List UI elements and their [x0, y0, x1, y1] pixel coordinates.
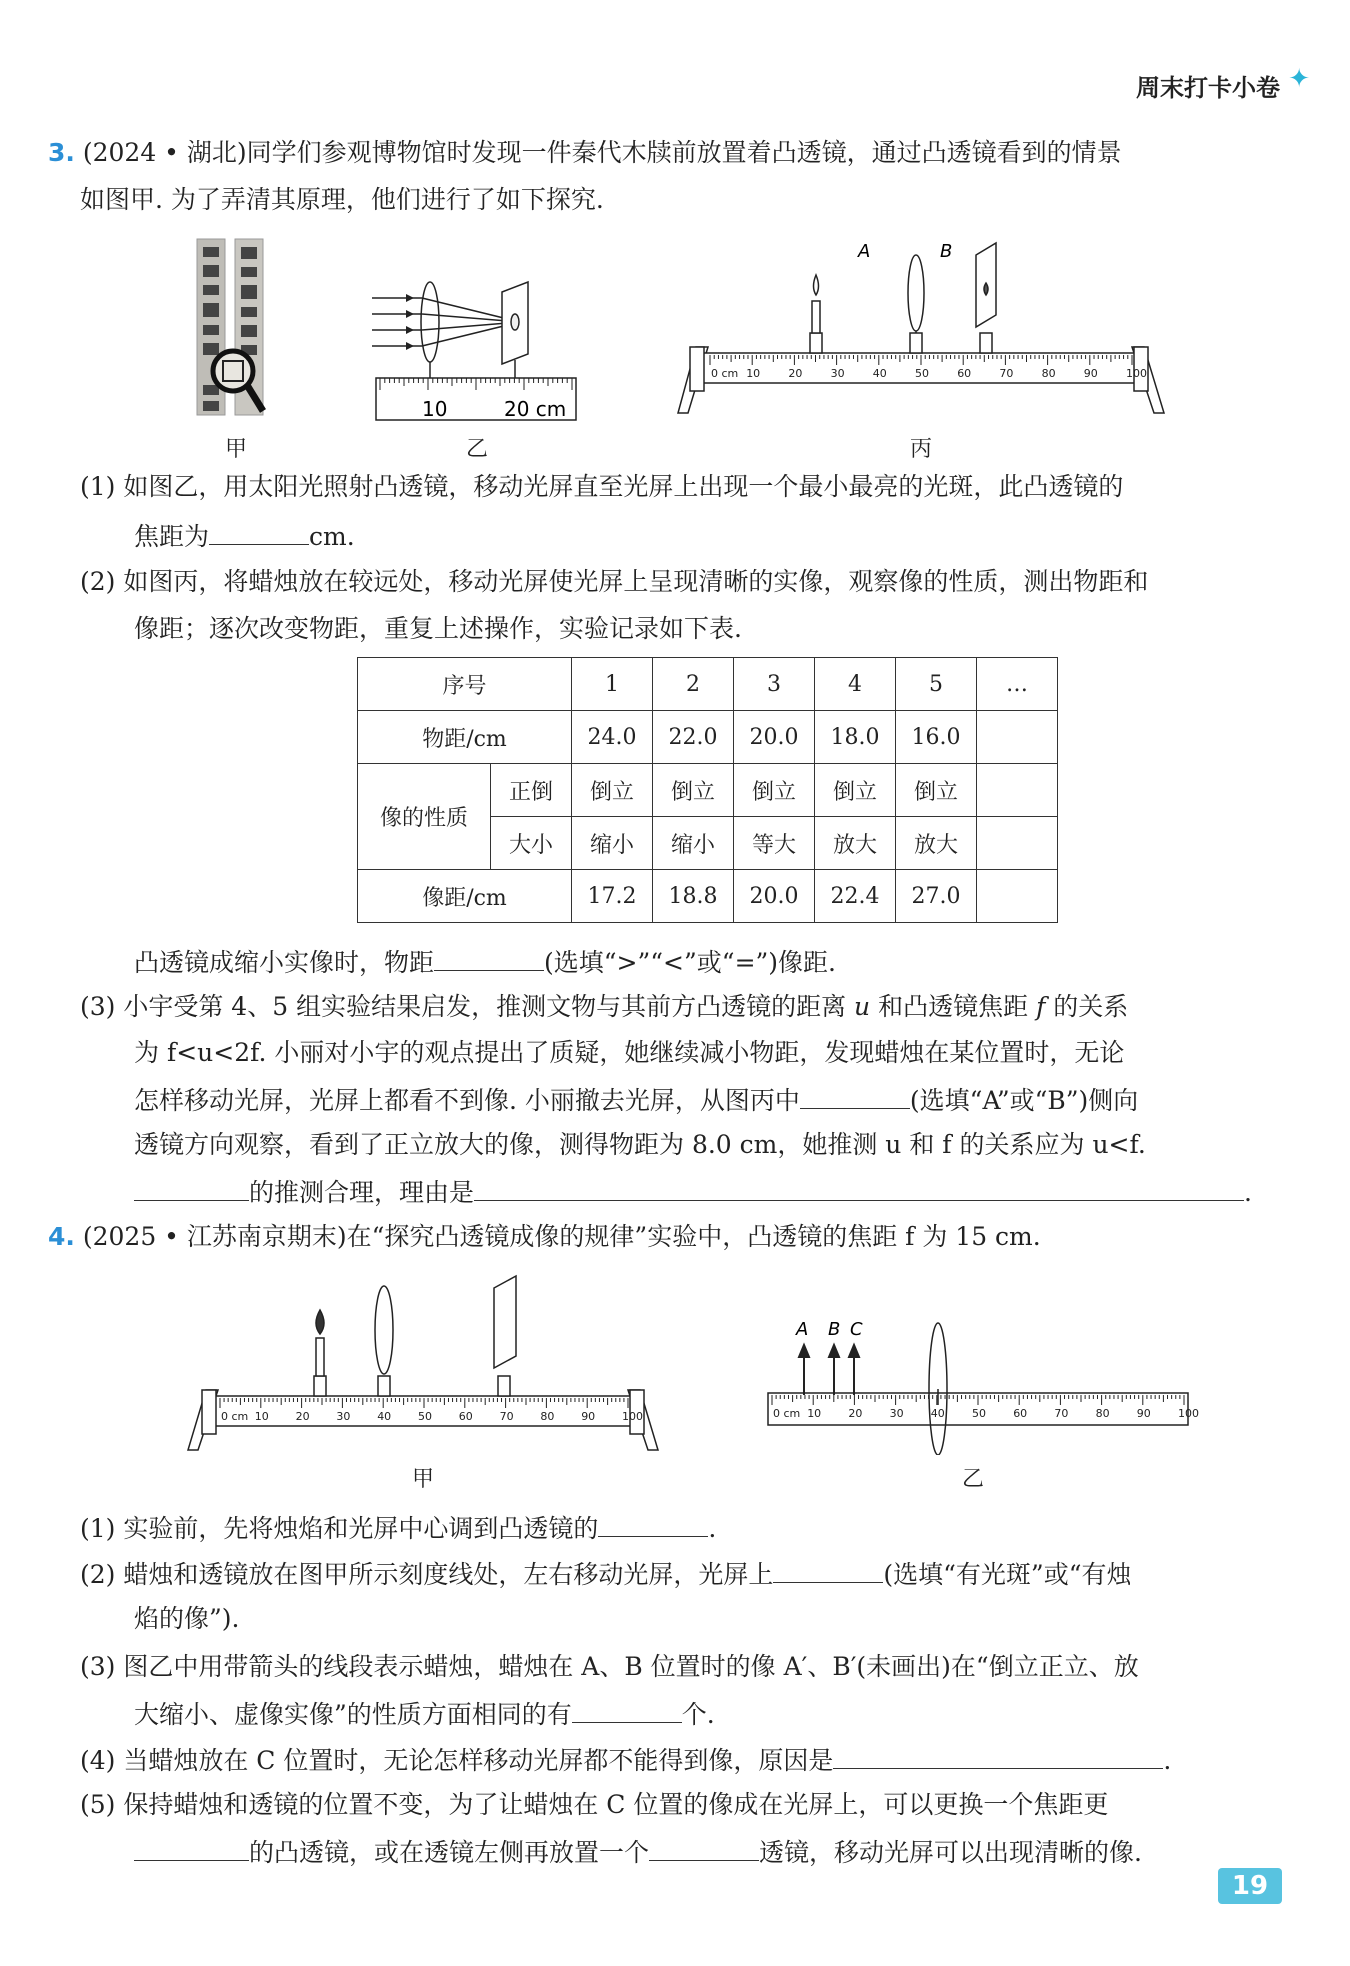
- q3-intro-line1: [48, 136, 1122, 170]
- table-row: [358, 870, 1058, 923]
- table-cell: 18.0: [815, 711, 896, 764]
- table-header-cell: 像的性质: [358, 764, 491, 870]
- q3-fig-jia-caption: 甲: [225, 437, 248, 462]
- q3-part3-line4: 透镜方向观察，看到了正立放大的像，测得物距为 8.0 cm，她推测 u 和 f 的关系应为 u<f.: [134, 1130, 1146, 1159]
- q3-part3-u: u: [854, 992, 871, 1021]
- q3-part1-suffix: cm.: [309, 522, 355, 551]
- ruler-label: 30: [336, 1410, 351, 1423]
- q4-stem: (2025 • 江苏南京期末)在“探究凸透镜成像的规律”实验中，凸透镜的焦距 f 为 15 cm.: [82, 1222, 1041, 1251]
- q3-fig-bing-label-b: B: [940, 241, 953, 262]
- q4-part1: [80, 1510, 716, 1546]
- ruler-label: 0 cm: [711, 367, 739, 380]
- q4-lens-type-blank[interactable]: [649, 1834, 759, 1861]
- q3-stem-1: (2024 • 湖北)同学们参观博物馆时发现一件秦代木牍前放置着凸透镜，通过凸透镜看到的情景: [82, 138, 1122, 167]
- q4-height-blank[interactable]: [598, 1510, 708, 1537]
- q3-part3-line3: [134, 1082, 1138, 1118]
- q4-fig-yi-label-b: B: [828, 1319, 841, 1340]
- q4-intro: [48, 1220, 1041, 1254]
- table-cell: [977, 711, 1058, 764]
- table-cell: 17.2: [572, 870, 653, 923]
- q4-part4: [80, 1742, 1171, 1778]
- q3-fig-bing-caption: 丙: [910, 437, 933, 462]
- ruler-label: 60: [458, 1410, 473, 1423]
- ruler-label: 80: [540, 1410, 555, 1423]
- q4-fig-yi-label-c: C: [850, 1319, 863, 1340]
- table-header-cell: 序号: [358, 658, 572, 711]
- ruler-label: 100: [622, 1410, 643, 1423]
- ruler-label: 80: [1041, 367, 1056, 380]
- ruler-label: 50: [972, 1407, 986, 1420]
- q3-part3-side-prefix: 怎样移动光屏，光屏上都看不到像. 小丽撤去光屏，从图丙中: [134, 1086, 800, 1115]
- ruler-label: 90: [581, 1410, 596, 1423]
- table-cell: 倒立: [653, 764, 734, 817]
- q3-whose-guess-blank[interactable]: [134, 1174, 249, 1201]
- ruler-label: 60: [957, 367, 972, 380]
- table-header-cell: 大小: [491, 817, 572, 870]
- star-icon: ✦: [1288, 64, 1310, 94]
- q4-part2-line2: 焰的像”).: [134, 1604, 240, 1633]
- table-row: [358, 711, 1058, 764]
- ruler-label: 50: [418, 1410, 432, 1423]
- header-title: 周末打卡小卷: [1136, 74, 1280, 102]
- q3-side-blank[interactable]: [800, 1082, 910, 1109]
- q3-fig-yi-ruler-20: 20 cm: [504, 397, 567, 421]
- table-cell: 4: [815, 658, 896, 711]
- ruler-label: 0 cm: [221, 1410, 249, 1423]
- ruler-label: 50: [915, 367, 929, 380]
- ruler-label: 40: [872, 367, 887, 380]
- q4-part3-end: 个.: [681, 1700, 715, 1729]
- ruler-label: 40: [377, 1410, 392, 1423]
- q4-part1-text: (1) 实验前，先将烛焰和光屏中心调到凸透镜的: [80, 1514, 599, 1543]
- q4-fig-jia-caption: 甲: [412, 1467, 435, 1492]
- table-cell: 放大: [896, 817, 977, 870]
- ruler-label: 100: [1126, 367, 1147, 380]
- table-header-cell: 像距/cm: [358, 870, 572, 923]
- table-cell: 倒立: [815, 764, 896, 817]
- q3-part2-line1: (2) 如图丙，将蜡烛放在较远处，移动光屏使光屏上呈现清晰的实像，观察像的性质，测出物距和: [80, 567, 1149, 596]
- ruler-label: 30: [830, 367, 845, 380]
- q4-number: 4.: [48, 1222, 75, 1251]
- q3-focal-length-blank[interactable]: [209, 518, 309, 545]
- ruler-label: 10: [746, 367, 761, 380]
- q3-part2-line3: [134, 944, 836, 980]
- table-cell: 放大: [815, 817, 896, 870]
- ruler-label: 90: [1136, 1407, 1151, 1420]
- table-cell: 缩小: [572, 817, 653, 870]
- ruler-label: 20: [788, 367, 803, 380]
- table-cell: 27.0: [896, 870, 977, 923]
- experiment-table: [357, 657, 1058, 923]
- q3-fig-yi-diagram: [370, 270, 585, 425]
- q3-part2-line2: 像距；逐次改变物距，重复上述操作，实验记录如下表.: [134, 614, 742, 643]
- q3-fig-jia-slips: [195, 235, 285, 420]
- q4-count-blank[interactable]: [572, 1696, 682, 1723]
- q3-part1-line2: [134, 518, 355, 554]
- q4-part2-options: (选填“有光斑”或“有烛: [883, 1560, 1132, 1589]
- ruler-label: 30: [889, 1407, 904, 1420]
- q3-reason-blank[interactable]: [474, 1174, 1244, 1201]
- q4-part3-line2: [134, 1696, 715, 1732]
- table-row: [358, 764, 1058, 817]
- table-cell: 16.0: [896, 711, 977, 764]
- page-number: 19: [1218, 1868, 1282, 1904]
- q3-part1-line1: (1) 如图乙，用太阳光照射凸透镜，移动光屏直至光屏上出现一个最小最亮的光斑，此凸透镜的: [80, 472, 1124, 501]
- table-cell: 等大: [734, 817, 815, 870]
- ruler-label: 70: [999, 367, 1014, 380]
- table-cell: 18.8: [653, 870, 734, 923]
- q3-fig-yi-caption: 乙: [466, 437, 489, 462]
- table-cell: 3: [734, 658, 815, 711]
- ruler-label: 70: [499, 1410, 514, 1423]
- table-cell: 22.0: [653, 711, 734, 764]
- q3-part2-compare-prefix: 凸透镜成缩小实像时，物距: [134, 948, 435, 977]
- table-cell: 24.0: [572, 711, 653, 764]
- ruler-label: 0 cm: [773, 1407, 801, 1420]
- q3-part3-text-a: (3) 小宇受第 4、5 组实验结果启发，推测文物与其前方凸透镜的距离: [80, 992, 847, 1021]
- q3-fig-bing-label-a: A: [858, 241, 871, 262]
- q3-number: 3.: [48, 138, 75, 167]
- q4-part5-mid: 的凸透镜，或在透镜左侧再放置一个: [249, 1838, 650, 1867]
- table-cell: 20.0: [734, 711, 815, 764]
- q4-part5-line1: (5) 保持蜡烛和透镜的位置不变，为了让蜡烛在 C 位置的像成在光屏上，可以更换一个焦距更: [80, 1790, 1109, 1819]
- q4-screen-blank[interactable]: [773, 1556, 883, 1583]
- q3-part3-f: f: [1036, 992, 1046, 1021]
- table-cell: 22.4: [815, 870, 896, 923]
- q3-part3-line1: [80, 990, 1128, 1024]
- ruler-label: 70: [1054, 1407, 1069, 1420]
- q4-part3-text: 大缩小、虚像实像”的性质方面相同的有: [134, 1700, 572, 1729]
- q3-part3-reason-prefix: 的推测合理，理由是: [249, 1178, 475, 1207]
- table-header-cell: 物距/cm: [358, 711, 572, 764]
- q4-part5-line2: [134, 1834, 1142, 1870]
- q4-part5-end: 透镜，移动光屏可以出现清晰的像.: [759, 1838, 1142, 1867]
- table-cell: 2: [653, 658, 734, 711]
- q3-fig-yi-ruler-10: 10: [422, 397, 448, 421]
- table-row: [358, 658, 1058, 711]
- table-cell: 倒立: [572, 764, 653, 817]
- table-cell: [977, 870, 1058, 923]
- q4-reason-blank[interactable]: [833, 1742, 1163, 1769]
- ruler-label: 80: [1095, 1407, 1110, 1420]
- q4-focal-blank[interactable]: [134, 1834, 249, 1861]
- ruler-label: 60: [1013, 1407, 1028, 1420]
- ruler-label: 20: [295, 1410, 310, 1423]
- table-cell: 倒立: [734, 764, 815, 817]
- table-cell: 20.0: [734, 870, 815, 923]
- q4-part2-text: (2) 蜡烛和透镜放在图甲所示刻度线处，左右移动光屏，光屏上: [80, 1560, 774, 1589]
- q4-part1-end: .: [708, 1514, 717, 1543]
- q4-part4-text: (4) 当蜡烛放在 C 位置时，无论怎样移动光屏都不能得到像，原因是: [80, 1746, 834, 1775]
- q4-fig-yi-diagram: [760, 1305, 1200, 1455]
- ruler-label: 20: [848, 1407, 863, 1420]
- table-cell: …: [977, 658, 1058, 711]
- q3-part3-text-mid: 和凸透镜焦距: [878, 992, 1029, 1021]
- table-cell: [977, 817, 1058, 870]
- table-header-cell: 正倒: [491, 764, 572, 817]
- table-cell: 倒立: [896, 764, 977, 817]
- q4-part2-line1: [80, 1556, 1131, 1592]
- q3-intro-line2: 如图甲. 为了弄清其原理，他们进行了如下探究.: [80, 185, 604, 214]
- q3-part2-compare-suffix: (选填“>”“<”或“=”)像距.: [544, 948, 836, 977]
- ruler-label: 100: [1178, 1407, 1199, 1420]
- q3-fig-bing-bench: [676, 235, 1166, 425]
- q3-part1-prefix: 焦距为: [134, 522, 210, 551]
- q3-part3-side-suffix: (选填“A”或“B”)侧向: [909, 1086, 1139, 1115]
- ruler-label: 10: [807, 1407, 822, 1420]
- q4-fig-jia-bench: [180, 1268, 660, 1458]
- table-cell: 1: [572, 658, 653, 711]
- ruler-label: 40: [930, 1407, 945, 1420]
- q4-part4-end: .: [1163, 1746, 1172, 1775]
- table-cell: 缩小: [653, 817, 734, 870]
- q4-fig-yi-caption: 乙: [962, 1467, 985, 1492]
- q3-part3-reason-end: .: [1244, 1178, 1252, 1207]
- ruler-label: 90: [1083, 367, 1098, 380]
- q4-fig-yi-label-a: A: [796, 1319, 809, 1340]
- ruler-label: 10: [254, 1410, 269, 1423]
- q3-compare-blank[interactable]: [434, 944, 544, 971]
- table-cell: [977, 764, 1058, 817]
- q3-part3-line2: 为 f<u<2f. 小丽对小宇的观点提出了质疑，她继续减小物距，发现蜡烛在某位置时，无论: [134, 1038, 1125, 1067]
- table-cell: 5: [896, 658, 977, 711]
- q4-part3-line1: (3) 图乙中用带箭头的线段表示蜡烛，蜡烛在 A、B 位置时的像 A′、B′(未画出)在“倒立正立、放: [80, 1652, 1139, 1681]
- q3-part3-text-end: 的关系: [1053, 992, 1129, 1021]
- q3-part3-line5: [134, 1174, 1252, 1210]
